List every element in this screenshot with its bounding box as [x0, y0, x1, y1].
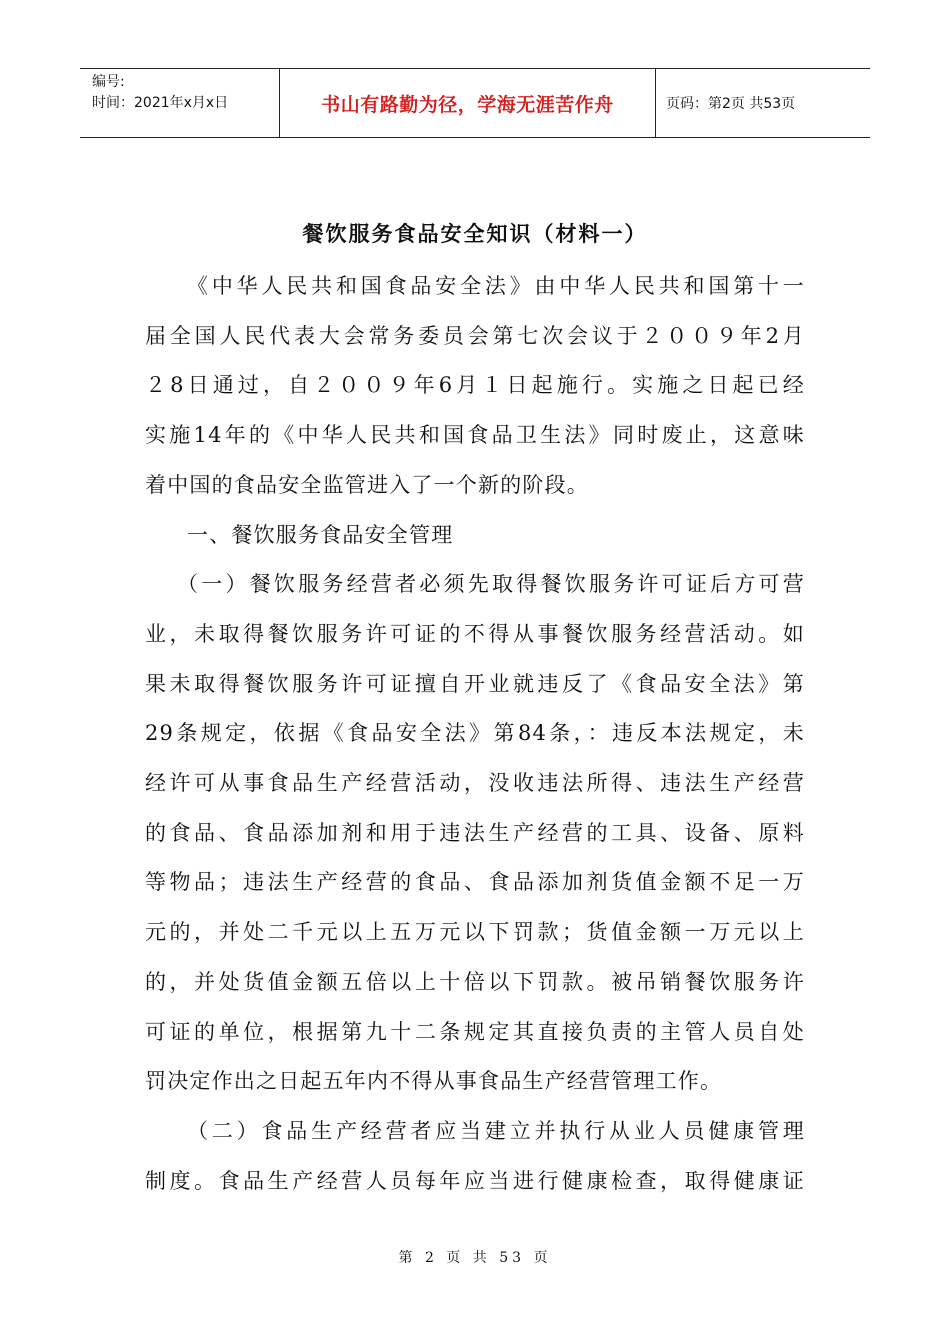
text-line: ２8日通过，自２００９年6月１日起施行。实施之日起已经: [145, 373, 805, 398]
text-line: 届全国人民代表大会常务委员会第七次会议于２００９年2月: [145, 323, 805, 348]
page-footer: 第 2 页 共 53 页: [398, 1250, 552, 1266]
text-line: 可证的单位，根据第九十二条规定其直接负责的主管人员自处: [145, 1019, 805, 1044]
paragraph-health: [145, 1107, 805, 1206]
text-line: 果未取得餐饮服务许可证擅自开业就违反了《食品安全法》第: [145, 671, 805, 696]
text-line: （一）餐饮服务经营者必须先取得餐饮服务许可证后方可营: [177, 572, 805, 597]
text-line: 的，并处货值金额五倍以上十倍以下罚款。被吊销餐饮服务许: [145, 969, 805, 994]
text-line: 元的，并处二千元以上五万元以下罚款；货值金额一万元以上: [145, 920, 805, 945]
text-line: 业，未取得餐饮服务许可证的不得从事餐饮服务经营活动。如: [145, 621, 805, 646]
document-title: 餐饮服务食品安全知识（材料一）: [302, 221, 648, 246]
section-heading: [145, 511, 805, 561]
text-line: 一、餐饮服务食品安全管理: [187, 522, 454, 547]
text-line: 《中华人民共和国食品安全法》由中华人民共和国第十一: [187, 274, 805, 298]
number-label: 编号:: [92, 74, 125, 90]
text-line: 经许可从事食品生产经营活动，没收违法所得、违法生产经营: [145, 771, 805, 796]
document-body: [145, 262, 805, 1206]
text-line: 29条规定，依据《食品安全法》第84条，：违反本法规定，未: [145, 721, 805, 746]
time-label: 时间：2021年x月x日: [92, 95, 229, 111]
paragraph-license: [145, 560, 805, 1107]
page-info: 页码：第2页 共53页: [666, 96, 796, 112]
motto: 书山有路勤为径，学海无涯苦作舟: [321, 93, 614, 116]
text-line: 的食品、食品添加剂和用于违法生产经营的工具、设备、原料: [145, 820, 805, 845]
header-page-cell: [656, 69, 870, 137]
text-line: 罚决定作出之日起五年内不得从事食品生产经营管理工作。: [145, 1069, 723, 1094]
text-line: （二）食品生产经营者应当建立并执行从业人员健康管理: [187, 1118, 805, 1143]
header-motto-cell: [280, 69, 656, 137]
paragraph-law-intro: [145, 262, 805, 511]
text-line: 制度。食品生产经营人员每年应当进行健康检查，取得健康证: [145, 1168, 805, 1193]
header-table: [80, 68, 870, 138]
text-line: 实施14年的《中华人民共和国食品卫生法》同时废止，这意味: [145, 423, 805, 448]
text-line: 着中国的食品安全监管进入了一个新的阶段。: [145, 472, 589, 497]
header-meta: [80, 69, 280, 137]
text-line: 等物品；违法生产经营的食品、食品添加剂货值金额不足一万: [145, 870, 805, 895]
